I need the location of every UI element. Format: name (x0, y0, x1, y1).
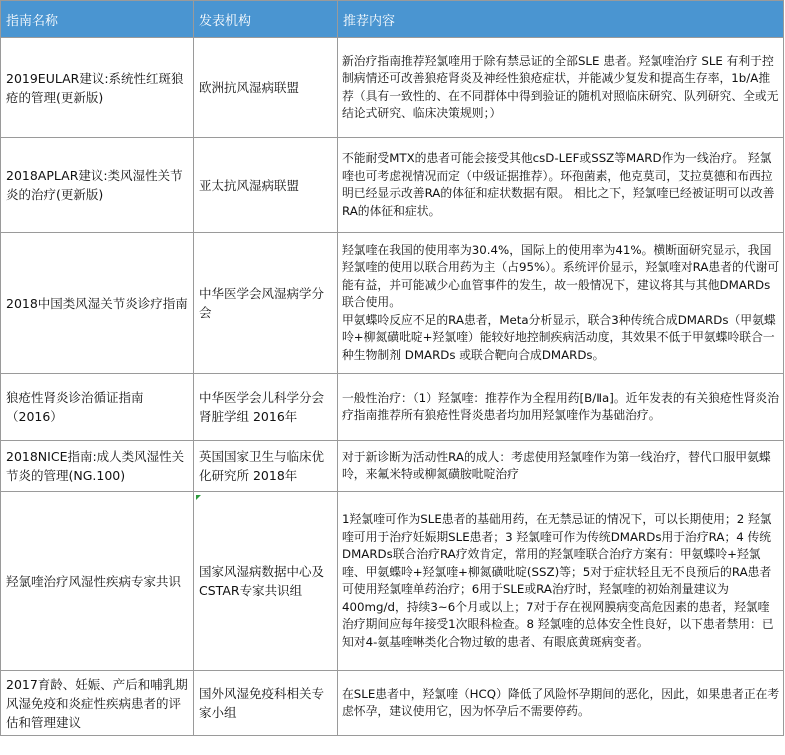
guideline-name: 2018中国类风湿关节炎诊疗指南 (1, 233, 194, 374)
guideline-name: 2017育龄、妊娠、产后和哺乳期风湿免疫和炎症性疾病患者的评估和管理建议 (1, 671, 194, 736)
recommendation-content: 不能耐受MTX的患者可能会接受其他csD-LEF或SSZ等MARD作为一线治疗。 羟氯喹也可考虑视情况而定（中级证据推荐）。环孢菌素，他克莫司，艾拉莫德和布西拉明已经显示改善RA的体征和症状数据有限。 相比之下，羟氯喹已经被证明可以改善RA的体征和症状。 (338, 138, 784, 233)
table-row (1, 138, 784, 233)
header-recommendation: 推荐内容 (338, 1, 784, 38)
publishing-org: 欧洲抗风湿病联盟 (194, 38, 338, 138)
guideline-name: 2019EULAR建议:系统性红斑狼疮的管理(更新版) (1, 38, 194, 138)
recommendation-content: 一般性治疗：（1）羟氯喹：推荐作为全程用药[B/Ⅱa]。近年发表的有关狼疮性肾炎治疗指南推荐所有狼疮性肾炎患者均加用羟氯喹作为基础治疗。 (338, 374, 784, 441)
table-row (1, 233, 784, 374)
publishing-org: 英国国家卫生与临床优化研究所 2018年 (194, 441, 338, 492)
recommendation-content: 1羟氯喹可作为SLE患者的基础用药，在无禁忌证的情况下，可以长期使用；2 羟氯喹可用于治疗妊娠期SLE患者；3 羟氯喹可作为传统DMARDs用于治疗RA；4 传统DMARDs联合治疗RA疗效肯定，常用的羟氯喹联合治疗方案有：甲氨蝶呤+羟氯喹、甲氨蝶呤+羟氯喹+柳氮磺吡啶(SSZ)等；5对于症状轻且无不良预后的RA患者可使用羟氯喹单药治疗；6用于SLE或RA治疗时，羟氯喹的初始剂量建议为400mg/d，持续3~6个月或以上；7对于存在视网膜病变高危因素的患者，羟氯喹治疗期间应每年接受1次眼科检查。8 羟氯喹的总体安全性良好，以下患者禁用：已知对4-氨基喹啉类化合物过敏的患者、有眼底黄斑病变者。 (338, 492, 784, 671)
guideline-name: 羟氯喹治疗风湿性疾病专家共识 (1, 492, 194, 671)
publishing-org: 中华医学会儿科学分会肾脏学组 2016年 (194, 374, 338, 441)
table-row (1, 671, 784, 736)
guideline-name: 2018NICE指南:成人类风湿性关节炎的管理(NG.100) (1, 441, 194, 492)
recommendation-content: 新治疗指南推荐羟氯喹用于除有禁忌证的全部SLE 患者。羟氯喹治疗 SLE 有利于控制病情还可改善狼疮肾炎及神经性狼疮症状，并能减少复发和提高生存率，1b/A推荐（具有一致性的、在不同群体中得到验证的随机对照临床研究、队列研究、全或无结论式研究、临床决策规则；） (338, 38, 784, 138)
table-header-row (1, 1, 784, 38)
recommendation-content: 对于新诊断为活动性RA的成人：考虑使用羟氯喹作为第一线治疗，替代口服甲氨蝶呤，来氟米特或柳氮磺胺吡啶治疗 (338, 441, 784, 492)
recommendation-content: 羟氯喹在我国的使用率为30.4%，国际上的使用率为41%。横断面研究显示，我国羟氯喹的使用以联合用药为主（占95%）。系统评价显示，羟氯喹对RA患者的代谢可能有益，并可能减少心血管事件的发生，故一般情况下，建议将其与其他DMARDs联合使用。 甲氨蝶呤反应不足的RA患者，Meta分析显示，联合3种传统合成DMARDs（甲氨蝶呤+柳氮磺吡啶+羟氯喹）能较好地控制疾病活动度，其效果不低于甲氨蝶呤联合一种生物制剂 DMARDs 或联合靶向合成DMARDs。 (338, 233, 784, 374)
table-row (1, 38, 784, 138)
publishing-org: 国家风湿病数据中心及CSTAR专家共识组 (194, 492, 338, 671)
table-row (1, 374, 784, 441)
header-guideline-name: 指南名称 (1, 1, 194, 38)
publishing-org: 中华医学会风湿病学分会 (194, 233, 338, 374)
recommendation-content: 在SLE患者中，羟氯喹（HCQ）降低了风险怀孕期间的恶化，因此，如果患者正在考虑怀孕，建议使用它，因为怀孕后不需要停药。 (338, 671, 784, 736)
publishing-org: 国外风湿免疫科相关专家小组 (194, 671, 338, 736)
guideline-name: 狼疮性肾炎诊治循证指南（2016） (1, 374, 194, 441)
publishing-org: 亚太抗风湿病联盟 (194, 138, 338, 233)
guideline-name: 2018APLAR建议:类风湿性关节炎的治疗(更新版) (1, 138, 194, 233)
header-publishing-org: 发表机构 (194, 1, 338, 38)
table-row (1, 492, 784, 671)
table-row (1, 441, 784, 492)
cell-comment-marker-icon (196, 495, 201, 500)
